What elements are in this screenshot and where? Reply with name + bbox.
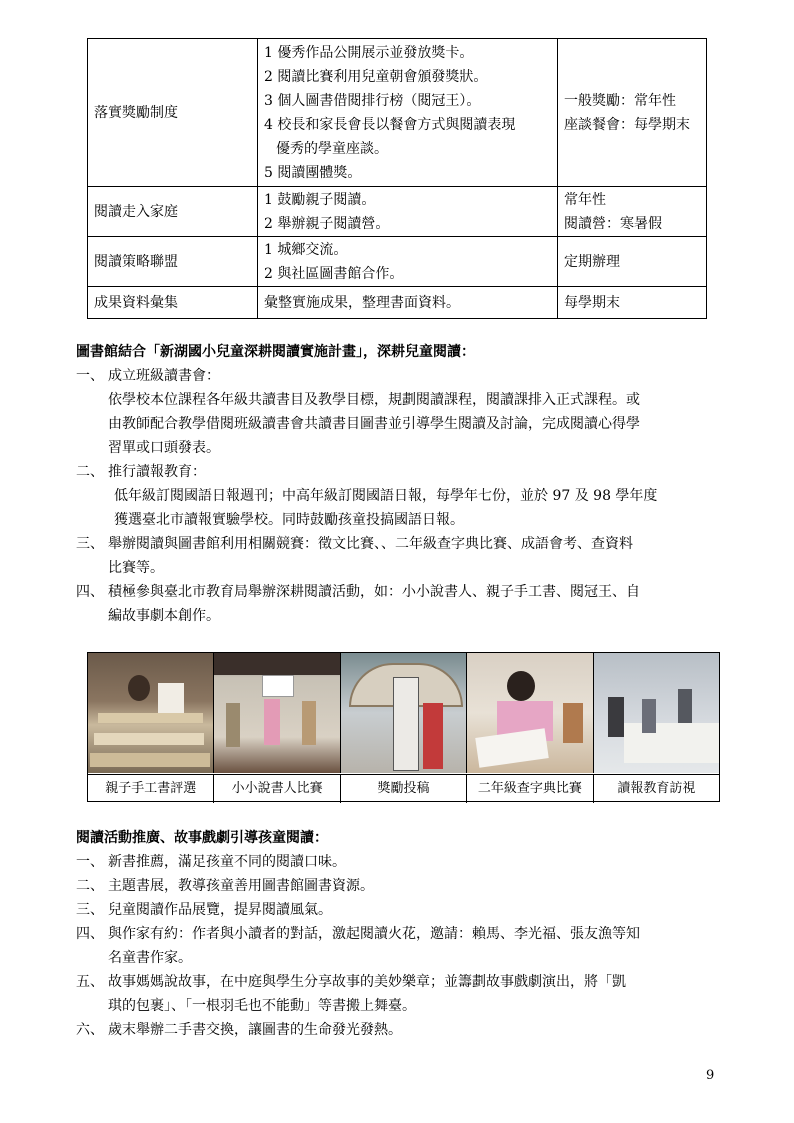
section-heading: 閱讀活動推廣、故事戲劇引導孩童閱讀： bbox=[76, 830, 328, 846]
item-body: 編故事劇本創作。 bbox=[108, 608, 220, 624]
photo-submission-award bbox=[341, 653, 467, 773]
photo-caption: 獎勵投稿 bbox=[341, 775, 467, 803]
list-item: 2 舉辦親子閱讀營。 bbox=[264, 215, 390, 232]
photo-dictionary-contest bbox=[467, 653, 593, 773]
row-name-cell: 成果資料彙集 bbox=[88, 287, 258, 319]
timing-text: 每學期末 bbox=[564, 294, 620, 311]
list-marker: 六、 bbox=[76, 1022, 104, 1038]
section-reading-plan bbox=[76, 340, 726, 628]
list-item bbox=[76, 970, 726, 1018]
list-marker: 五、 bbox=[76, 974, 104, 990]
item-text: 與作家有約：作者與小讀者的對話，激起閱讀火花，邀請：賴馬、李光福、張友漁等知 bbox=[108, 926, 640, 942]
list-item bbox=[76, 874, 726, 898]
list-marker: 四、 bbox=[76, 926, 104, 942]
item-body: 低年級訂閱國語日報週刊；中高年級訂閱國語日報，每學年七份，並於 97 及 98 學年度 bbox=[114, 488, 658, 504]
table-row bbox=[88, 287, 707, 319]
photo-caption: 二年級查字典比賽 bbox=[467, 775, 593, 803]
list-item: 2 閱讀比賽利用兒童朝會頒發獎狀。 bbox=[264, 68, 488, 85]
item-text: 新書推薦，滿足孩童不同的閱讀口味。 bbox=[108, 854, 346, 870]
photo-storyteller-contest bbox=[214, 653, 340, 773]
table-row bbox=[88, 187, 707, 237]
list-marker: 二、 bbox=[76, 464, 104, 480]
section-heading: 圖書館結合「新湖國小兒童深耕閱讀實施計畫」，深耕兒童閱讀： bbox=[76, 344, 475, 360]
item-text: 琪的包裹」、「一根羽毛也不能動」等書搬上舞臺。 bbox=[108, 998, 416, 1014]
row-timing-cell bbox=[558, 187, 707, 237]
item-title: 推行讀報教育： bbox=[108, 464, 206, 480]
list-item: 彙整實施成果，整理書面資料。 bbox=[264, 294, 460, 311]
item-body: 習單或口頭發表。 bbox=[108, 440, 220, 456]
timing-text: 常年性 bbox=[564, 191, 606, 208]
item-body: 由教師配合教學借閱班級讀書會共讀書目圖書並引導學生閱讀及討論，完成閱讀心得學 bbox=[108, 416, 640, 432]
list-marker: 四、 bbox=[76, 584, 104, 600]
list-item: 2 與社區圖書館合作。 bbox=[264, 265, 404, 282]
photo-newspaper-visit bbox=[594, 653, 719, 773]
photo-caption: 親子手工書評選 bbox=[88, 775, 214, 803]
row-name-cell: 落實獎勵制度 bbox=[88, 39, 258, 187]
item-text: 名童書作家。 bbox=[108, 950, 192, 966]
timing-text: 座談餐會：每學期末 bbox=[564, 116, 690, 133]
page-number: 9 bbox=[706, 1068, 715, 1083]
item-text: 歲末舉辦二手書交換，讓圖書的生命發光發熱。 bbox=[108, 1022, 402, 1038]
row-items-cell bbox=[258, 187, 558, 237]
item-text: 故事媽媽說故事，在中庭與學生分享故事的美妙樂章；並籌劃故事戲劇演出，將「凱 bbox=[108, 974, 626, 990]
photo-caption: 小小說書人比賽 bbox=[214, 775, 340, 803]
list-item bbox=[76, 1018, 726, 1042]
row-items-cell bbox=[258, 237, 558, 287]
list-item bbox=[76, 850, 726, 874]
list-marker: 三、 bbox=[76, 536, 104, 552]
list-item: 5 閱讀團體獎。 bbox=[264, 164, 362, 181]
item-body: 比賽等。 bbox=[108, 560, 164, 576]
list-item bbox=[76, 580, 726, 628]
photo-strip bbox=[87, 652, 720, 802]
list-item: 優秀的學童座談。 bbox=[276, 140, 388, 157]
row-timing-cell bbox=[558, 237, 707, 287]
timing-text: 閱讀營：寒暑假 bbox=[564, 215, 662, 232]
photo-row bbox=[88, 653, 719, 773]
row-name-cell: 閱讀策略聯盟 bbox=[88, 237, 258, 287]
item-title: 舉辦閱讀與圖書館利用相關競賽：徵文比賽、、二年級查字典比賽、成語會考、查資料 bbox=[108, 536, 633, 552]
list-item: 4 校長和家長會長以餐會方式與閱讀表現 bbox=[264, 116, 516, 133]
item-body: 依學校本位課程各年級共讀書目及教學目標，規劃閱讀課程，閱讀課排入正式課程。或 bbox=[108, 392, 640, 408]
list-item bbox=[76, 532, 726, 580]
item-title: 積極參與臺北市教育局舉辦深耕閱讀活動，如：小小說書人、親子手工書、閱冠王、自 bbox=[108, 584, 640, 600]
list-item bbox=[76, 922, 726, 970]
plan-table bbox=[87, 38, 707, 319]
timing-text: 定期辦理 bbox=[564, 253, 620, 270]
list-item bbox=[76, 898, 726, 922]
list-item bbox=[76, 364, 726, 460]
caption-row bbox=[88, 774, 719, 803]
table-row bbox=[88, 237, 707, 287]
row-name-cell: 閱讀走入家庭 bbox=[88, 187, 258, 237]
item-title: 成立班級讀書會： bbox=[108, 368, 220, 384]
list-item bbox=[76, 460, 726, 532]
timing-text: 一般獎勵：常年性 bbox=[564, 92, 676, 109]
row-timing-cell bbox=[558, 287, 707, 319]
list-marker: 二、 bbox=[76, 878, 104, 894]
list-item: 1 鼓勵親子閱讀。 bbox=[264, 191, 376, 208]
list-item: 1 優秀作品公開展示並發放獎卡。 bbox=[264, 44, 474, 61]
row-items-cell bbox=[258, 39, 558, 187]
list-marker: 一、 bbox=[76, 854, 104, 870]
photo-caption: 讀報教育訪視 bbox=[617, 781, 696, 796]
row-timing-cell bbox=[558, 39, 707, 187]
list-item: 3 個人圖書借閱排行榜（閱冠王）。 bbox=[264, 92, 481, 109]
item-text: 兒童閱讀作品展覽，提昇閱讀風氣。 bbox=[108, 902, 332, 918]
row-items-cell bbox=[258, 287, 558, 319]
table-row bbox=[88, 39, 707, 187]
section-reading-activities bbox=[76, 826, 726, 1042]
photo-handmade-book-judging bbox=[88, 653, 214, 773]
list-marker: 三、 bbox=[76, 902, 104, 918]
item-text: 主題書展，教導孩童善用圖書館圖書資源。 bbox=[108, 878, 374, 894]
list-marker: 一、 bbox=[76, 368, 104, 384]
item-body: 獲選臺北市讀報實驗學校。同時鼓勵孩童投搞國語日報。 bbox=[114, 512, 464, 528]
list-item: 1 城鄉交流。 bbox=[264, 241, 348, 258]
